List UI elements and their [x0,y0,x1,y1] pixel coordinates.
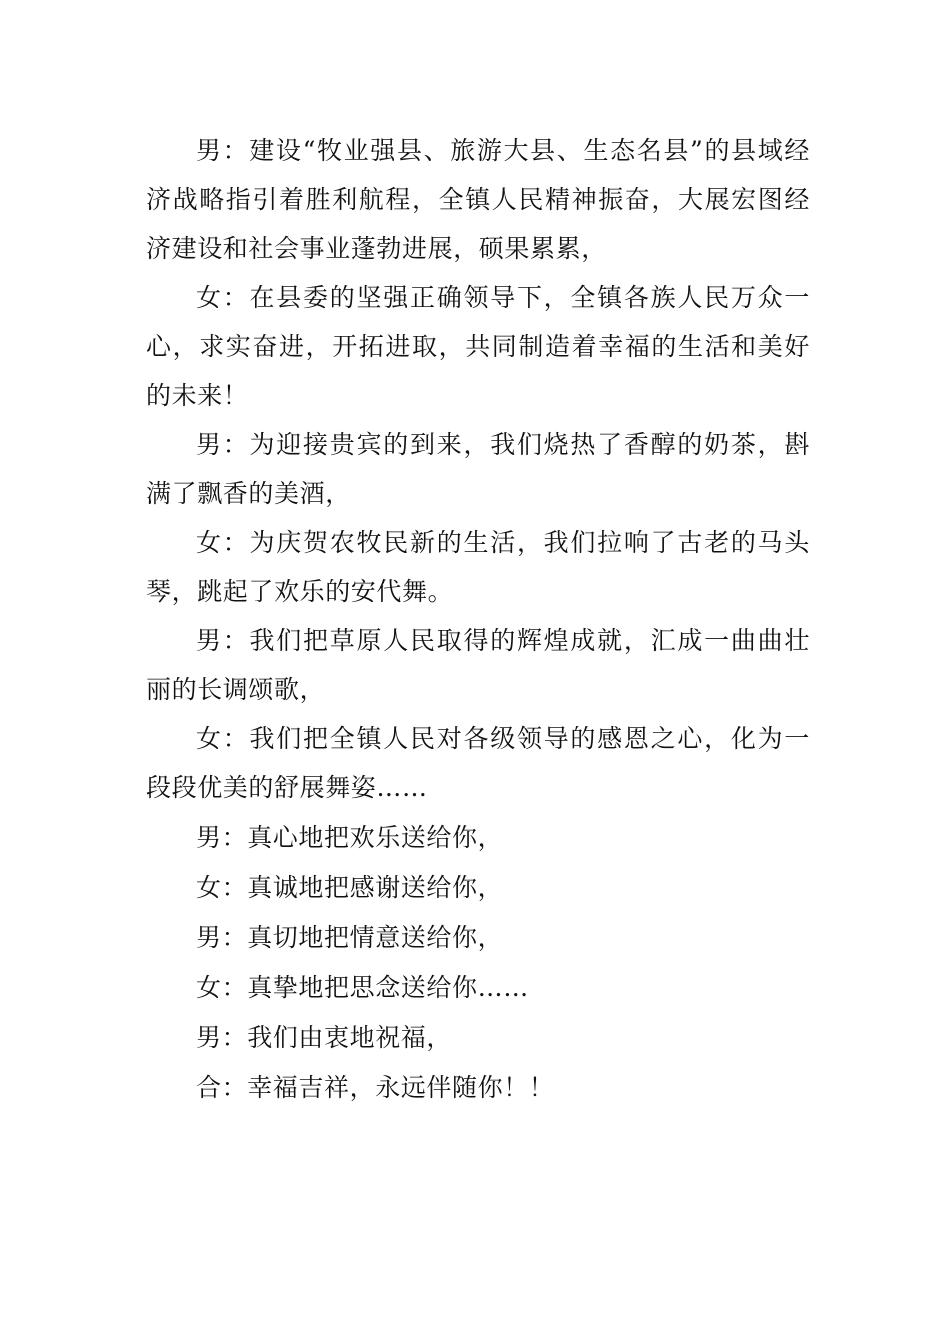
paragraph-8: 女：真诚地把感谢送给你， [196,873,504,902]
paragraph-4: 女：为庆贺农牧民新的生活，我们拉响了古老的马头琴，跳起了欢乐的安代舞。 [146,528,810,606]
paragraph-5: 男：我们把草原人民取得的辉煌成就，汇成一曲曲壮丽的长调颂歌， [146,626,810,704]
document-body [146,126,810,1112]
paragraph-10: 女：真挚地把思念送给你…… [196,973,529,1002]
paragraph-7: 男：真心地把欢乐送给你， [196,823,504,852]
paragraph-9: 男：真切地把情意送给你， [196,923,504,952]
paragraph-3: 男：为迎接贵宾的到来，我们烧热了香醇的奶茶，斟满了飘香的美酒， [146,430,810,508]
paragraph-12: 合：幸福吉祥，永远伴随你！！ [196,1073,555,1102]
paragraph-2: 女：在县委的坚强正确领导下，全镇各族人民万众一心，求实奋进，开拓进取，共同制造着幸福的生活和美好的未来！ [146,283,810,410]
paragraph-11: 男：我们由衷地祝福， [196,1023,453,1052]
paragraph-1: 男：建设“牧业强县、旅游大县、生态名县”的县域经济战略指引着胜利航程，全镇人民精神振奋，大展宏图经济建设和社会事业蓬勃进展，硕果累累， [146,136,810,263]
paragraph-6: 女：我们把全镇人民对各级领导的感恩之心，化为一段段优美的舒展舞姿…… [146,724,810,802]
